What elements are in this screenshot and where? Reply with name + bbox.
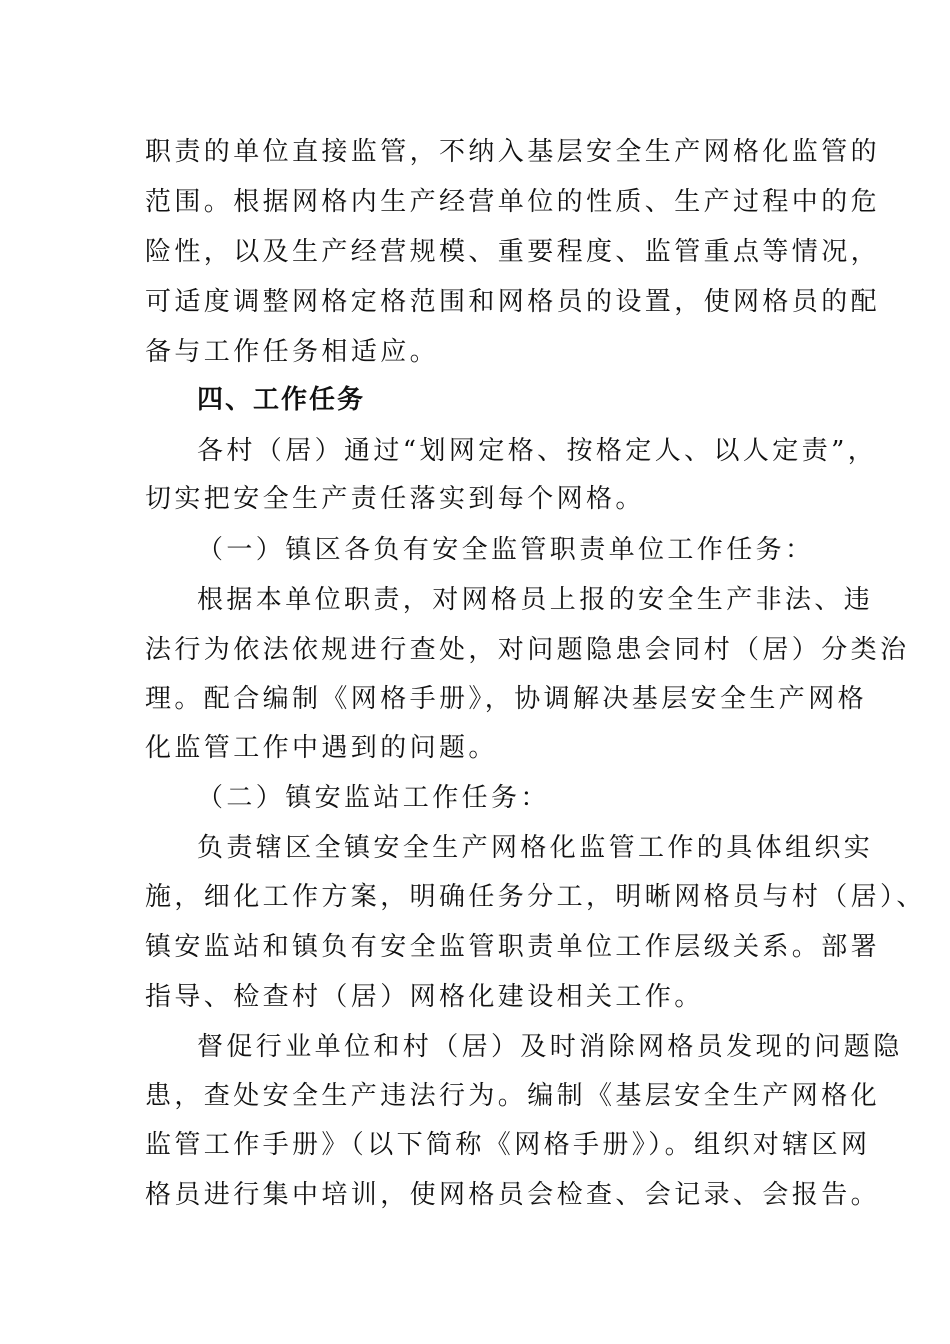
paragraph-line: 范围。根据网格内生产经营单位的性质、生产过程中的危 xyxy=(145,187,881,217)
paragraph-line: 施，细化工作方案，明确任务分工，明晰网格员与村（居）、 xyxy=(145,882,926,912)
paragraph-line: 各村（居）通过“划网定格、按格定人、以人定责”， xyxy=(197,436,878,466)
paragraph-line: 负责辖区全镇安全生产网格化监管工作的具体组织实 xyxy=(197,833,874,863)
paragraph-line: 可适度调整网格定格范围和网格员的设置，使网格员的配 xyxy=(145,287,881,317)
paragraph-line: 格员进行集中培训，使网格员会检查、会记录、会报告。 xyxy=(145,1180,881,1210)
section-heading: 四、工作任务 xyxy=(197,385,366,415)
paragraph-line: 患，查处安全生产违法行为。编制《基层安全生产网格化 xyxy=(145,1081,881,1111)
paragraph-line: 督促行业单位和村（居）及时消除网格员发现的问题隐 xyxy=(197,1032,903,1062)
paragraph-line: 根据本单位职责，对网格员上报的安全生产非法、违 xyxy=(197,585,874,615)
paragraph-line: 备与工作任务相适应。 xyxy=(145,337,440,367)
paragraph-line: 监管工作手册》（以下简称《网格手册》）。组织对辖区网 xyxy=(145,1130,871,1160)
paragraph-line: 指导、检查村（居）网格化建设相关工作。 xyxy=(145,982,704,1012)
paragraph-line: 镇安监站和镇负有安全监管职责单位工作层级关系。部署 xyxy=(145,932,881,962)
subsection-heading: （一）镇区各负有安全监管职责单位工作任务： xyxy=(197,535,815,565)
subsection-heading: （二）镇安监站工作任务： xyxy=(197,783,550,813)
paragraph-line: 险性，以及生产经营规模、重要程度、监管重点等情况， xyxy=(145,237,881,267)
paragraph-line: 切实把安全生产责任落实到每个网格。 xyxy=(145,484,645,514)
paragraph-line: 化监管工作中遇到的问题。 xyxy=(145,733,498,763)
paragraph-line: 理。配合编制《网格手册》，协调解决基层安全生产网格 xyxy=(145,684,868,714)
paragraph-line: 法行为依法依规进行查处，对问题隐患会同村（居）分类治 xyxy=(145,635,910,665)
paragraph-line: 职责的单位直接监管，不纳入基层安全生产网格化监管的 xyxy=(145,137,881,167)
